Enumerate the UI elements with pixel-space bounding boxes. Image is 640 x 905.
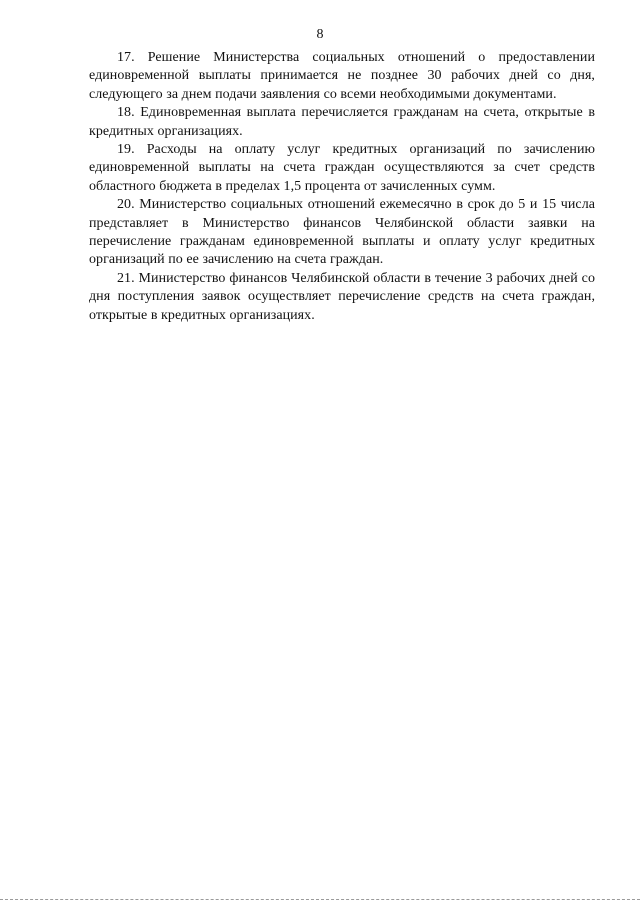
- paragraph-18: 18. Единовременная выплата перечисляется гражданам на счета, открытые в кредитных организациях.: [89, 105, 595, 139]
- document-body: [89, 49, 595, 325]
- scan-bottom-edge: [0, 899, 640, 900]
- paragraph-21: 21. Министерство финансов Челябинской области в течение 3 рабочих дней со дня поступления заявок осуществляет перечисление средств на счета граждан, открытые в кредитных организациях.: [89, 270, 595, 323]
- paragraph-20: 20. Министерство социальных отношений ежемесячно в срок до 5 и 15 числа представляет в Министерство финансов Челябинской области заявки на перечисление гражданам единовременной выплаты и оплату услуг кредитных организаций по ее зачислению на счета граждан.: [89, 197, 595, 268]
- paragraph-17: 17. Решение Министерства социальных отношений о предоставлении единовременной выплаты принимается не позднее 30 рабочих дней со дня, следующего за днем подачи заявления со всеми необходимыми документами.: [89, 50, 595, 102]
- page-number: 8: [316, 27, 324, 42]
- paragraph-19: 19. Расходы на оплату услуг кредитных организаций по зачислению единовременной выплаты на счета граждан осуществляются за счет средств областного бюджета в пределах 1,5 процента от зачисленных сумм.: [89, 142, 595, 194]
